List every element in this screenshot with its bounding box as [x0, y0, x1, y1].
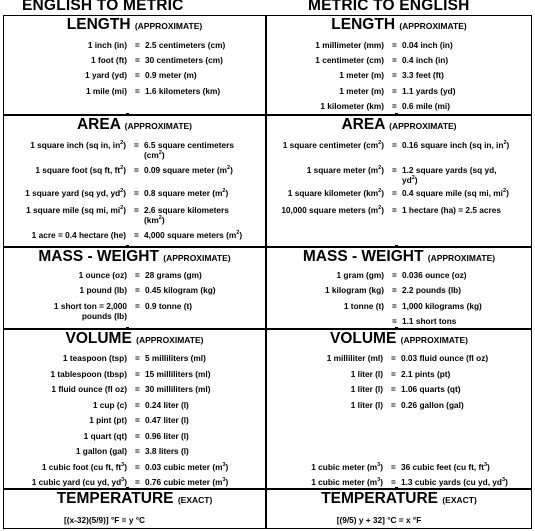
mass-etm-equals: = — [135, 270, 140, 280]
divider-tick — [126, 327, 129, 330]
mass-mte-equals: = — [392, 285, 397, 295]
length-mte-equals: = — [392, 40, 397, 50]
area-mte-unit: 1 square kilometer $(km^2)$ — [287, 188, 384, 198]
area-english-to-metric — [3, 115, 266, 247]
length-title-left: LENGTH (APPROXIMATE) — [66, 16, 203, 33]
volume-mte-equals: = — [391, 353, 396, 363]
volume-mte-unit: 1 liter (l) — [350, 369, 383, 379]
divider-tick — [395, 113, 398, 116]
length-title-right: LENGTH (APPROXIMATE) — [331, 16, 467, 33]
length-etm-equivalent: 1.6 kilometers (km) — [145, 86, 221, 96]
area-title-right: AREA (APPROXIMATE) — [341, 116, 457, 133]
volume-etm-equivalent: 15 milliliters (ml) — [145, 369, 211, 379]
temperature-metric-to-english — [266, 489, 532, 529]
area-etm-equivalent: 2.6 square kilometers $(km^2)$ — [144, 205, 229, 225]
area-mte-equals: = — [392, 205, 397, 215]
volume-etm-equivalent: 0.96 liter (l) — [145, 431, 189, 441]
area-mte-equals: = — [392, 188, 397, 198]
mass-etm-equals: = — [135, 301, 140, 311]
length-etm-unit: 1 yard (yd) — [85, 70, 127, 80]
volume-etm-equals: = — [135, 477, 140, 487]
area-etm-equals: = — [134, 140, 139, 150]
length-etm-equivalent: 2.5 centimeters (cm) — [145, 40, 226, 50]
volume-mte-unit: 1 liter (l) — [350, 384, 383, 394]
length-etm-unit: 1 inch (in) — [87, 40, 127, 50]
temperature-title-right: TEMPERATURE (EXACT) — [321, 490, 477, 507]
mass-title-left: MASS - WEIGHT (APPROXIMATE) — [38, 248, 231, 265]
temperature-formula-left: [(x-32)(5/9)] °F = y °C — [63, 515, 146, 525]
length-mte-equivalent: 0.04 inch (in) — [402, 40, 453, 50]
volume-etm-unit: 1 tablespoon (tbsp) — [50, 369, 127, 379]
mass-etm-equivalent: 0.45 kilogram (kg) — [145, 285, 216, 295]
volume-etm-unit: 1 gallon (gal) — [75, 446, 127, 456]
volume-mte-unit: 1 cubic meter $(m^3)$ — [311, 477, 383, 487]
length-mte-unit: 1 meter (m) — [339, 70, 384, 80]
length-english-to-metric — [3, 15, 266, 115]
volume-etm-unit: 1 quart (qt) — [83, 431, 127, 441]
area-etm-equivalent: 6.5 square centimeters $(cm^2)$ — [144, 140, 234, 160]
area-etm-equals: = — [134, 165, 139, 175]
volume-etm-unit: 1 teaspoon (tsp) — [62, 353, 127, 363]
length-etm-equivalent: 0.9 meter (m) — [145, 70, 197, 80]
length-mte-unit: 1 millimeter (mm) — [315, 40, 384, 50]
area-etm-equivalent: 0.8 square meter $(m^2)$ — [144, 188, 229, 198]
area-mte-equivalent: 0.4 square mile (sq mi, $mi^2$) — [402, 188, 509, 198]
volume-metric-to-english — [266, 329, 532, 489]
volume-mte-unit: 1 liter (l) — [350, 400, 383, 410]
volume-mte-equivalent: 36 cubic feet (cu ft, $ft^3$) — [401, 462, 490, 472]
mass-metric-to-english — [266, 247, 532, 329]
area-mte-equivalent: 1.2 square yards (sq yd, $yd^2$) — [402, 165, 497, 185]
volume-etm-equivalent: 0.76 cubic meter $(m^3)$ — [145, 477, 229, 487]
volume-etm-unit: 1 fluid ounce (fl oz) — [51, 384, 127, 394]
volume-mte-unit: 1 cubic meter $(m^3)$ — [311, 462, 383, 472]
area-mte-unit: 1 square meter $(m^2)$ — [306, 165, 384, 175]
length-etm-unit: 1 mile (mi) — [85, 86, 127, 96]
mass-mte-equals: = — [392, 270, 397, 280]
volume-mte-equivalent: 2.1 pints (pt) — [401, 369, 451, 379]
volume-etm-equivalent: 0.03 cubic meter $(m^3)$ — [145, 462, 229, 472]
area-mte-equals: = — [392, 165, 397, 175]
mass-etm-equivalent: 0.9 tonne (t) — [145, 301, 193, 311]
mass-title-right: MASS - WEIGHT (APPROXIMATE) — [302, 248, 496, 265]
mass-mte-unit: 1 tonne (t) — [343, 301, 384, 311]
volume-mte-unit: 1 milliliter (ml) — [326, 353, 383, 363]
length-mte-unit: 1 centimeter (cm) — [315, 55, 384, 65]
area-etm-equals: = — [134, 230, 139, 240]
length-etm-equivalent: 30 centimeters (cm) — [145, 55, 223, 65]
length-etm-equals: = — [135, 40, 140, 50]
temperature-english-to-metric — [3, 489, 266, 529]
area-mte-equivalent: 1 hectare (ha) = 2.5 acres — [402, 205, 501, 215]
mass-mte-equals: = — [392, 316, 397, 326]
volume-etm-equivalent: 3.8 liters (l) — [145, 446, 189, 456]
area-etm-unit: 1 square yard (sq yd, $yd^2$) — [25, 188, 126, 198]
area-title-left: AREA (APPROXIMATE) — [76, 116, 193, 133]
temperature-title-left: TEMPERATURE (EXACT) — [56, 490, 213, 507]
volume-etm-equals: = — [135, 369, 140, 379]
area-etm-unit: 1 square foot (sq ft, $ft^2$) — [35, 165, 126, 175]
volume-etm-equals: = — [135, 384, 140, 394]
area-metric-to-english — [266, 115, 532, 247]
length-mte-equivalent: 1.1 yards (yd) — [402, 86, 456, 96]
volume-mte-equivalent: 0.03 fluid ounce (fl oz) — [401, 353, 489, 363]
area-etm-unit: 1 square inch (sq in, $in^2$) — [30, 140, 126, 150]
divider-tick — [126, 487, 129, 490]
mass-mte-unit: 1 gram (gm) — [336, 270, 384, 280]
length-etm-equals: = — [135, 70, 140, 80]
mass-mte-equivalent: 2.2 pounds (lb) — [402, 285, 461, 295]
volume-mte-equivalent: 1.3 cubic yards (cu yd, $yd^3$) — [401, 477, 508, 487]
volume-etm-equivalent: 5 milliliters (ml) — [145, 353, 206, 363]
right-column-title: METRIC TO ENGLISH — [308, 0, 470, 14]
length-mte-unit: 1 kilometer (km) — [320, 101, 384, 111]
area-etm-equals: = — [134, 205, 139, 215]
left-column-title: ENGLISH TO METRIC — [22, 0, 184, 14]
mass-mte-equivalent: 0.036 ounce (oz) — [402, 270, 467, 280]
length-mte-equals: = — [392, 86, 397, 96]
divider-tick — [395, 487, 398, 490]
volume-etm-unit: 1 pint (pt) — [89, 415, 127, 425]
area-mte-unit: 1 square centimeter $(cm^2)$ — [282, 140, 384, 150]
volume-english-to-metric — [3, 329, 266, 489]
length-mte-equivalent: 3.3 feet (ft) — [402, 70, 444, 80]
length-metric-to-english — [266, 15, 532, 115]
volume-etm-equals: = — [135, 446, 140, 456]
mass-mte-equals: = — [392, 301, 397, 311]
area-etm-equivalent: 4,000 square meters $(m^2)$ — [144, 230, 243, 240]
volume-mte-equals: = — [391, 400, 396, 410]
divider-tick — [126, 113, 129, 116]
volume-etm-unit: 1 cubic yard (cu yd, $yd^3$) — [31, 477, 127, 487]
area-etm-unit: 1 square mile (sq mi, $mi^2$) — [26, 205, 126, 215]
volume-etm-equals: = — [135, 400, 140, 410]
divider-tick — [395, 327, 398, 330]
area-mte-equivalent: 0.16 square inch (sq in, $in^2$) — [402, 140, 510, 150]
length-etm-unit: 1 foot (ft) — [91, 55, 127, 65]
mass-etm-equivalent: 28 grams (gm) — [145, 270, 202, 280]
mass-etm-equals: = — [135, 285, 140, 295]
length-mte-equals: = — [392, 70, 397, 80]
divider-tick — [126, 245, 129, 248]
volume-mte-equals: = — [391, 477, 396, 487]
temperature-formula-right: [(9/5) y + 32] °C = x °F — [336, 515, 422, 525]
area-etm-equals: = — [134, 188, 139, 198]
length-etm-equals: = — [135, 86, 140, 96]
volume-etm-equivalent: 0.47 liter (l) — [145, 415, 189, 425]
mass-mte-equivalent: 1,000 kilograms (kg) — [402, 301, 482, 311]
volume-etm-equals: = — [135, 462, 140, 472]
length-mte-equivalent: 0.4 inch (in) — [402, 55, 449, 65]
area-etm-unit: 1 acre = 0.4 hectare (he) — [31, 230, 126, 240]
volume-mte-equivalent: 1.06 quarts (qt) — [401, 384, 461, 394]
area-mte-equals: = — [392, 140, 397, 150]
volume-etm-equivalent: 0.24 liter (l) — [145, 400, 189, 410]
area-etm-equivalent: 0.09 square meter $(m^2)$ — [144, 165, 233, 175]
volume-etm-unit: 1 cup (c) — [92, 400, 127, 410]
volume-etm-equals: = — [135, 431, 140, 441]
volume-title-right: VOLUME (APPROXIMATE) — [330, 330, 468, 347]
length-mte-equivalent: 0.6 mile (mi) — [402, 101, 450, 111]
length-etm-equals: = — [135, 55, 140, 65]
length-mte-equals: = — [392, 55, 397, 65]
mass-etm-unit: 1 pound (lb) — [79, 285, 127, 295]
volume-etm-unit: 1 cubic foot (cu ft, $ft^3$) — [41, 462, 127, 472]
volume-title-left: VOLUME (APPROXIMATE) — [65, 330, 204, 347]
area-mte-unit: 10,000 square meters $(m^2)$ — [281, 205, 384, 215]
mass-etm-unit: 1 ounce (oz) — [78, 270, 127, 280]
volume-mte-equals: = — [391, 462, 396, 472]
volume-etm-equals: = — [135, 353, 140, 363]
volume-etm-equivalent: 30 milliliters (ml) — [145, 384, 211, 394]
length-mte-unit: 1 meter (m) — [339, 86, 384, 96]
volume-etm-equals: = — [135, 415, 140, 425]
mass-english-to-metric — [3, 247, 266, 329]
mass-mte-equivalent: 1.1 short tons — [402, 316, 457, 326]
volume-mte-equals: = — [391, 369, 396, 379]
length-mte-equals: = — [392, 101, 397, 111]
volume-mte-equals: = — [391, 384, 396, 394]
mass-etm-unit: 1 short ton = 2,000 pounds (lb) — [53, 301, 127, 321]
mass-mte-unit: 1 kilogram (kg) — [324, 285, 384, 295]
volume-mte-equivalent: 0.26 gallon (gal) — [401, 400, 464, 410]
divider-tick — [395, 245, 398, 248]
